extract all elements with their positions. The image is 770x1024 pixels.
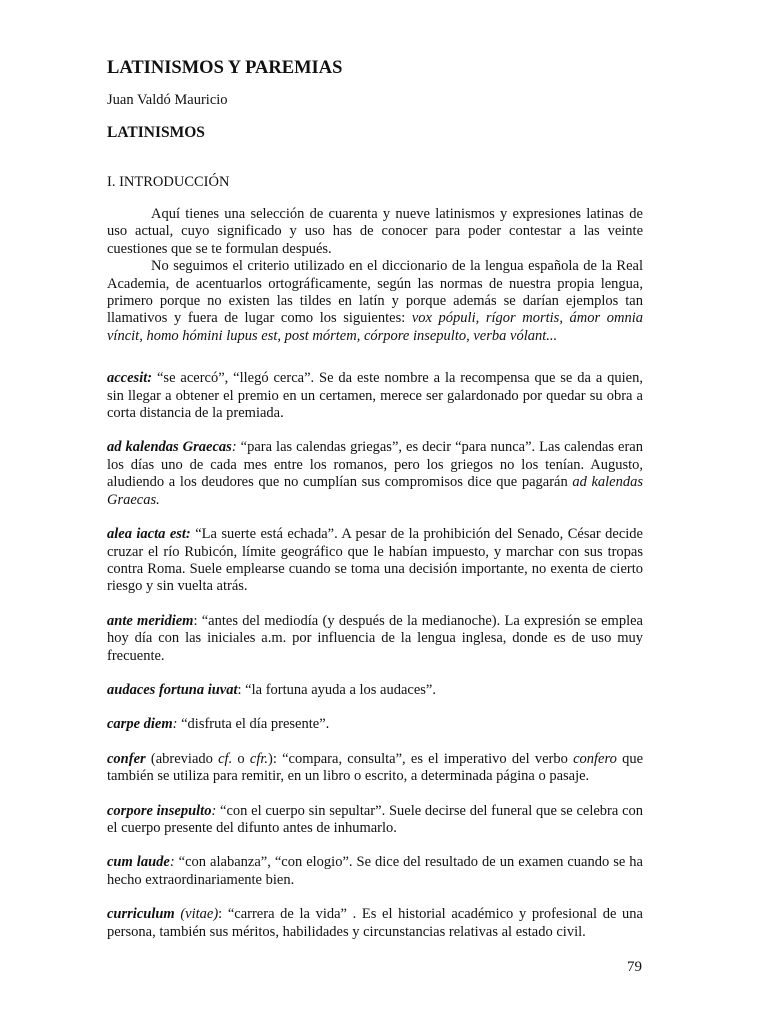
entry-definition: “disfruta el día presente”. bbox=[177, 716, 330, 733]
subsection-title: I. INTRODUCCIÓN bbox=[107, 174, 230, 190]
entry-definition-part: que también se utiliza para remitir, en un libro o escrito, a determinada página o pasaje. bbox=[107, 750, 643, 785]
entry-ad-kalendas-graecas bbox=[107, 439, 643, 509]
entry-parenthetical: (vitae) bbox=[174, 906, 219, 923]
entry-corpore-insepulto bbox=[107, 803, 643, 838]
entry-carpe-diem bbox=[107, 716, 643, 733]
entry-definition: : “carrera de la vida” . Es el historial académico y profesional de una persona, también sus méritos, habilidades y circunstancias relativas al estado civil. bbox=[107, 906, 643, 940]
entry-term: carpe diem bbox=[107, 716, 173, 733]
entry-ante-meridiem bbox=[107, 613, 643, 665]
entry-term: accesit: bbox=[107, 370, 153, 387]
entry-term: ad kalendas Graecas bbox=[107, 439, 232, 456]
introduction bbox=[107, 206, 643, 345]
entry-accesit bbox=[107, 370, 643, 422]
entry-term: corpore insepulto bbox=[107, 802, 212, 819]
entry-curriculum bbox=[107, 906, 643, 941]
author-name: Juan Valdó Mauricio bbox=[107, 92, 228, 108]
entry-term: confer bbox=[107, 750, 146, 767]
entry-definition-part: o bbox=[232, 750, 250, 767]
entry-colon: : bbox=[211, 802, 217, 819]
entry-definition: “se acercó”, “llegó cerca”. Se da este nombre a la recompensa que se da a quien, sin llegar a obtener el premio en un certamen, merece ser galardonado por quedar su obra a corta distancia de la premiada. bbox=[107, 370, 643, 422]
entry-colon: : bbox=[169, 854, 175, 871]
entry-confer bbox=[107, 751, 643, 786]
intro-paragraph-2 bbox=[107, 258, 643, 345]
entry-cum-laude bbox=[107, 854, 643, 889]
entry-italic-part: cfr. bbox=[249, 750, 269, 767]
entry-colon: : bbox=[231, 439, 237, 456]
entry-definition: “para las calendas griegas”, es decir “para nunca”. Las calendas eran los días uno de cada mes entre los romanos, pero los griegos no los tenían. Augusto, aludiendo a los deudores que no cumplían sus compromisos dice que pagarán bbox=[107, 439, 643, 491]
entry-alea-iacta-est bbox=[107, 526, 643, 596]
entry-definition-part: ): “compara, consulta”, es el imperativo del verbo bbox=[268, 750, 574, 767]
section-title: LATINISMOS bbox=[107, 124, 205, 141]
intro-examples: vox pópuli, rígor mortis, ámor omnia víncit, homo hómini lupus est, post mórtem, córpore insepulto, verba vólant... bbox=[107, 310, 643, 344]
entry-term: alea iacta est: bbox=[107, 526, 191, 543]
entry-definition: : “antes del mediodía (y después de la medianoche). La expresión se emplea hoy día con las iniciales a.m. por influencia de la lengua inglesa, donde es de uso muy frecuente. bbox=[107, 612, 643, 664]
entry-colon: : bbox=[172, 716, 178, 733]
entry-definition: “con alabanza”, “con elogio”. Se dice del resultado de un examen cuando se ha hecho extraordinariamente bien. bbox=[107, 854, 643, 888]
intro-paragraph-2-text: No seguimos el criterio utilizado en el diccionario de la lengua española de la Real Academia, de acentuarlos ortográficamente, según las normas de nuestra propia lengua, primero porque no existen las tildes en latín y porque además se darían ejemplos tan llamativos y fuera de lugar como los siguientes: bbox=[107, 258, 643, 327]
entry-definition-part: (abreviado bbox=[145, 750, 219, 767]
entry-italic-tail: ad kalendas Graecas. bbox=[107, 474, 644, 508]
page-number: 79 bbox=[627, 959, 642, 975]
entry-italic-part: cf. bbox=[218, 750, 233, 767]
entry-definition: “con el cuerpo sin sepultar”. Suele decirse del funeral que se celebra con el cuerpo presente del difunto antes de inhumarlo. bbox=[107, 802, 644, 836]
entry-term: curriculum bbox=[107, 906, 175, 923]
entry-term: cum laude bbox=[107, 854, 170, 871]
entry-definition: “La suerte está echada”. A pesar de la prohibición del Senado, César decide cruzar el río Rubicón, límite geográfico que le habían impuesto, y marchar con sus tropas contra Roma. Suele emplearse cuando se toma una decisión importante, no exenta de cierto riesgo y sin vuelta atrás. bbox=[107, 526, 643, 595]
intro-paragraph-1: Aquí tienes una selección de cuarenta y nueve latinismos y expresiones latinas de uso actual, cuyo significado y uso has de conocer para poder contestar a las veinte cuestiones que se te formulan después. bbox=[107, 206, 643, 257]
entry-italic-part: confero bbox=[573, 750, 617, 767]
document-title: LATINISMOS Y PAREMIAS bbox=[107, 58, 343, 78]
entry-audaces-fortuna-iuvat bbox=[107, 682, 643, 699]
entry-term: audaces fortuna iuvat bbox=[107, 681, 238, 698]
entry-term: ante meridiem bbox=[107, 612, 194, 629]
entry-definition: : “la fortuna ayuda a los audaces”. bbox=[237, 681, 436, 698]
page-content bbox=[107, 57, 643, 958]
